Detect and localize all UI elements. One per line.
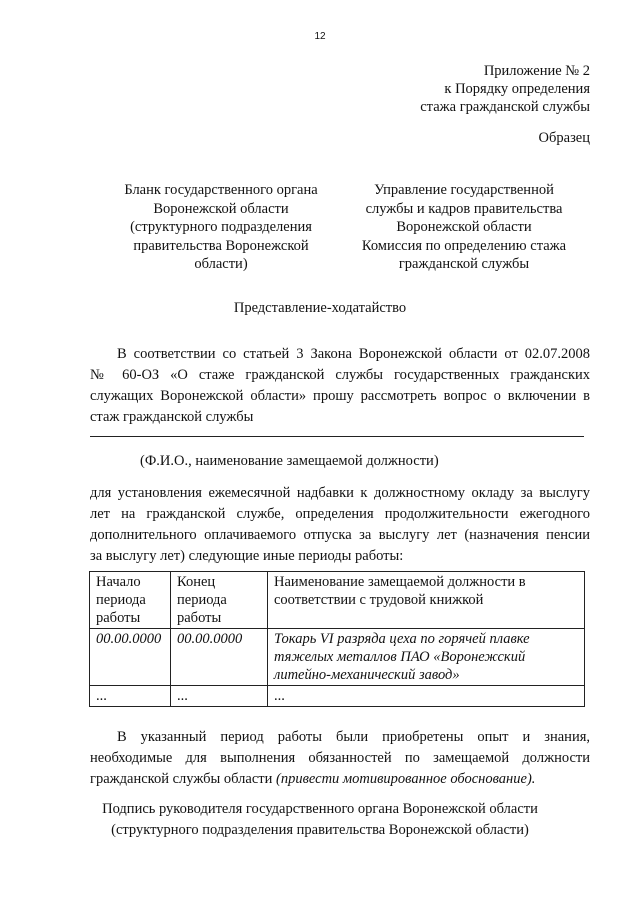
appendix-header: [420, 62, 590, 116]
appendix-line-1: Приложение № 2: [483, 63, 590, 79]
sender-block: [96, 181, 346, 274]
purpose-line: за выслугу лет) следующие иные периоды работы:: [90, 548, 404, 564]
name-fill-line: [90, 436, 584, 437]
cell-start-date: 00.00.0000: [90, 629, 171, 686]
recipient-block: [344, 181, 584, 274]
sender-line-4: правительства Воронежской: [133, 237, 309, 254]
table-header-row: [90, 572, 585, 629]
table-row: [90, 629, 585, 686]
signature-block: [0, 799, 640, 841]
table-row: [90, 686, 585, 707]
name-hint: (Ф.И.О., наименование замещаемой должности): [140, 453, 439, 469]
recipient-line-2: службы и кадров правительства: [365, 200, 563, 217]
purpose-line: дополнительного оплачиваемого отпуска за выслугу лет (назначения пенсии: [90, 527, 590, 543]
header-end: Конец периода работы: [171, 572, 268, 629]
page-number: 12: [314, 31, 326, 42]
intro-line: В соответствии со статьей 3 Закона Воронежской области от 02.07.2008: [117, 346, 590, 362]
periods-table: [89, 571, 585, 707]
experience-line: необходимые для выполнения обязанностей по замещаемой должности: [90, 750, 590, 766]
recipient-line-3: Воронежской области: [396, 219, 532, 235]
experience-line: гражданской службы области (привести мотивированное обоснование).: [90, 771, 536, 787]
sender-line-2: Воронежской области: [153, 200, 289, 217]
cell-ellipsis: ...: [268, 686, 585, 707]
appendix-line-2: к Порядку определения: [444, 81, 590, 97]
cell-ellipsis: ...: [90, 686, 171, 707]
purpose-paragraph: [90, 483, 590, 567]
purpose-line: лет на гражданской службе, определения продолжительности ежегодного: [90, 506, 590, 522]
experience-line: В указанный период работы были приобретены опыт и знания,: [117, 729, 590, 745]
intro-line: стаж гражданской службы: [90, 409, 254, 425]
sender-line-1: Бланк государственного органа: [124, 182, 318, 198]
signature-line-1: Подпись руководителя государственного органа Воронежской области: [102, 801, 538, 817]
cell-end-date: 00.00.0000: [171, 629, 268, 686]
document-title: Представление-ходатайство: [233, 300, 407, 316]
cell-position: Токарь VI разряда цеха по горячей плавке тяжелых металлов ПАО «Воронежский литейно-механический завод»: [268, 629, 585, 686]
sender-line-3: (структурного подразделения: [130, 219, 312, 235]
signature-line-2: (структурного подразделения правительства Воронежской области): [111, 822, 529, 838]
header-start: Начало периода работы: [90, 572, 171, 629]
appendix-line-3: стажа гражданской службы: [420, 99, 590, 115]
intro-line: № 60-ОЗ «О стаже гражданской службы государственных гражданских: [90, 367, 590, 383]
purpose-line: для установления ежемесячной надбавки к должностному окладу за выслугу: [90, 485, 590, 501]
intro-line: служащих Воронежской области» прошу рассмотреть вопрос о включении в: [90, 388, 590, 404]
cell-ellipsis: ...: [171, 686, 268, 707]
experience-paragraph: [90, 727, 590, 790]
recipient-line-4: Комиссия по определению стажа: [361, 237, 567, 254]
sender-line-5: области): [194, 256, 248, 272]
header-position: Наименование замещаемой должности в соответствии с трудовой книжкой: [268, 572, 585, 629]
recipient-line-1: Управление государственной: [374, 182, 554, 198]
intro-paragraph: [90, 344, 590, 428]
sample-label: Образец: [538, 130, 590, 146]
recipient-line-5: гражданской службы: [398, 256, 530, 272]
justification-hint: (привести мотивированное обоснование).: [276, 771, 536, 787]
